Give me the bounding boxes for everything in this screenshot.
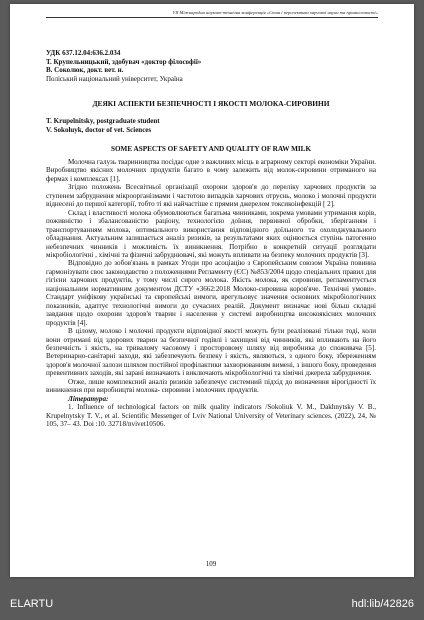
paragraph: Згідно положень Всесвітньої організації охорони здоров'я до переліку харчових продуктів за ступенем забруднення мікроорганізмами і частотою випадків харчових отруєнь, молоко і молочні продукти віднесені до першої категорії, тобто ті які найчастіше є прямим джерелом токсикоінфекцій [ 2]. (46, 183, 376, 209)
references-heading: Література: (68, 394, 109, 403)
paragraph: Відповідно до зобов'язань в рамках Угоди про асоціацію з Європейським союзом Україна повинна гармонізувати своє законодавство з положеннями Регламенту (ЄС) №853/2004 щодо спеціальних правил для гігієни харчових продуктів, у тому числі сирого молока. Якість молока, як сировини, регламентується національним нормативним документом ДСТУ «3662:2018 Молоко-сировина коров'яче. Технічні умови». Стандарт уніфікову українські та європейські вимоги, врегульовує значення основних мікробіологічних показників, адаптує технологічні вимоги до сучасних реалій. Документ визначає нові більш складні завдання щодо охорони здоров'я тварин і населення у системі виробництва високоякісних молочних продуктів [4]. (46, 259, 376, 327)
viewer-footer (0, 594, 424, 620)
author-en-2: V. Sokoluyk, doctor of vet. Sciences (46, 125, 152, 134)
body-text (46, 158, 376, 429)
authors-en (46, 117, 376, 134)
repository-label: ELARTU (10, 598, 54, 610)
handle-id: hdl:lib/42826 (351, 598, 414, 610)
page-number: 109 (205, 560, 217, 568)
title-ua: ДЕЯКІ АСПЕКТИ БЕЗПЕЧНОСТІ І ЯКОСТІ МОЛОКА-СИРОВИНИ (92, 99, 330, 108)
author-ua-2: В. Соколюк, докт. вет. н. (46, 66, 124, 75)
author-en-1: T. Krupelnitsky, postgraduate student (46, 117, 160, 125)
paragraph: Молочна галузь тваринництва посідає одне з важливих місць в аграрному секторі економіки України. Виробництво якісних молочних продуктів багато в чому залежить від молок-сировини отриманого на фермах і комплексах [1]. (46, 158, 376, 183)
title-en: SOME ASPECTS OF SAFETY AND QUALITY OF RAW MILK (110, 145, 312, 153)
affiliation-ua: Поліський національний університет, Україна (46, 74, 183, 83)
meta-block (46, 49, 376, 83)
paragraph: Склад і властивості молока обумовлюються багатьма чинниками, зокрема умовами утримання корів, поживністю і збалансованістю раціону, технологією доїння, первинної обробки, зберіганням і транспортуванням молока, оптимального використання відповідного доїльного та охолоджувального обладнання. Актуальним залишається аналіз ризиків, за результатами яких оцінюється ступінь патогенно небезпечних чинників і можливість їх виникнення. Потрібно в конкретній ситуації розглядати мікробіологічні , хімічні та фізичні забруднювачі, які можуть впливати на безпеку молочних продуктів [3]. (46, 208, 376, 259)
document-page (10, 4, 414, 577)
paragraph: В цілому, молоко і молочні продукти відповідної якості можуть бути реалізовані тільки тоді, коли вони отримані від здорових тварин за безпечної годівлі і захищені від чинників, які впливають на його безпечність і якість, на тривалому часовому і просторовому шляху від виробника до споживача [5]. Ветеринарно-санітарні заходи, які забезпечують безпеку і якість, являються, з одного боку, збереженням здоров'я молочної залози шляхом постійної профілактики захворюванням вимені, з іншого боку, проведення превентивних заходів, які зарані визначають і виключають мікробіологічні та хімічні джерела забруднення. (46, 327, 376, 378)
paragraph: Отже, лише комплексний аналіз ризиків забезпечує системний підхід до визначення вірогідності їх виникнення при виробництві молока- сировини і молочних продуктів. (46, 377, 376, 395)
reference-item: 1. Influence of technological factors on milk quality indicators /Sokoliuk V. M., Dakhnytsky V. B., Krupelnytsky T. V., et al. Scientific Messenger of Lviv National University of Veterinary sciences. (2022), 24, № 105, 37– 43. Doi :10. 32718/nvivet10506. (46, 403, 376, 429)
running-header: VII Міжнародна науково-технічна конференція «Стан і перспективи харчової науки та промисловості» (172, 10, 378, 15)
author-ua-1: Т. Крупельницький, здобувач «доктор філософії» (46, 57, 202, 66)
udc-code: УДК 637.12.04:636.2.034 (46, 49, 121, 57)
header-rule (46, 17, 378, 18)
